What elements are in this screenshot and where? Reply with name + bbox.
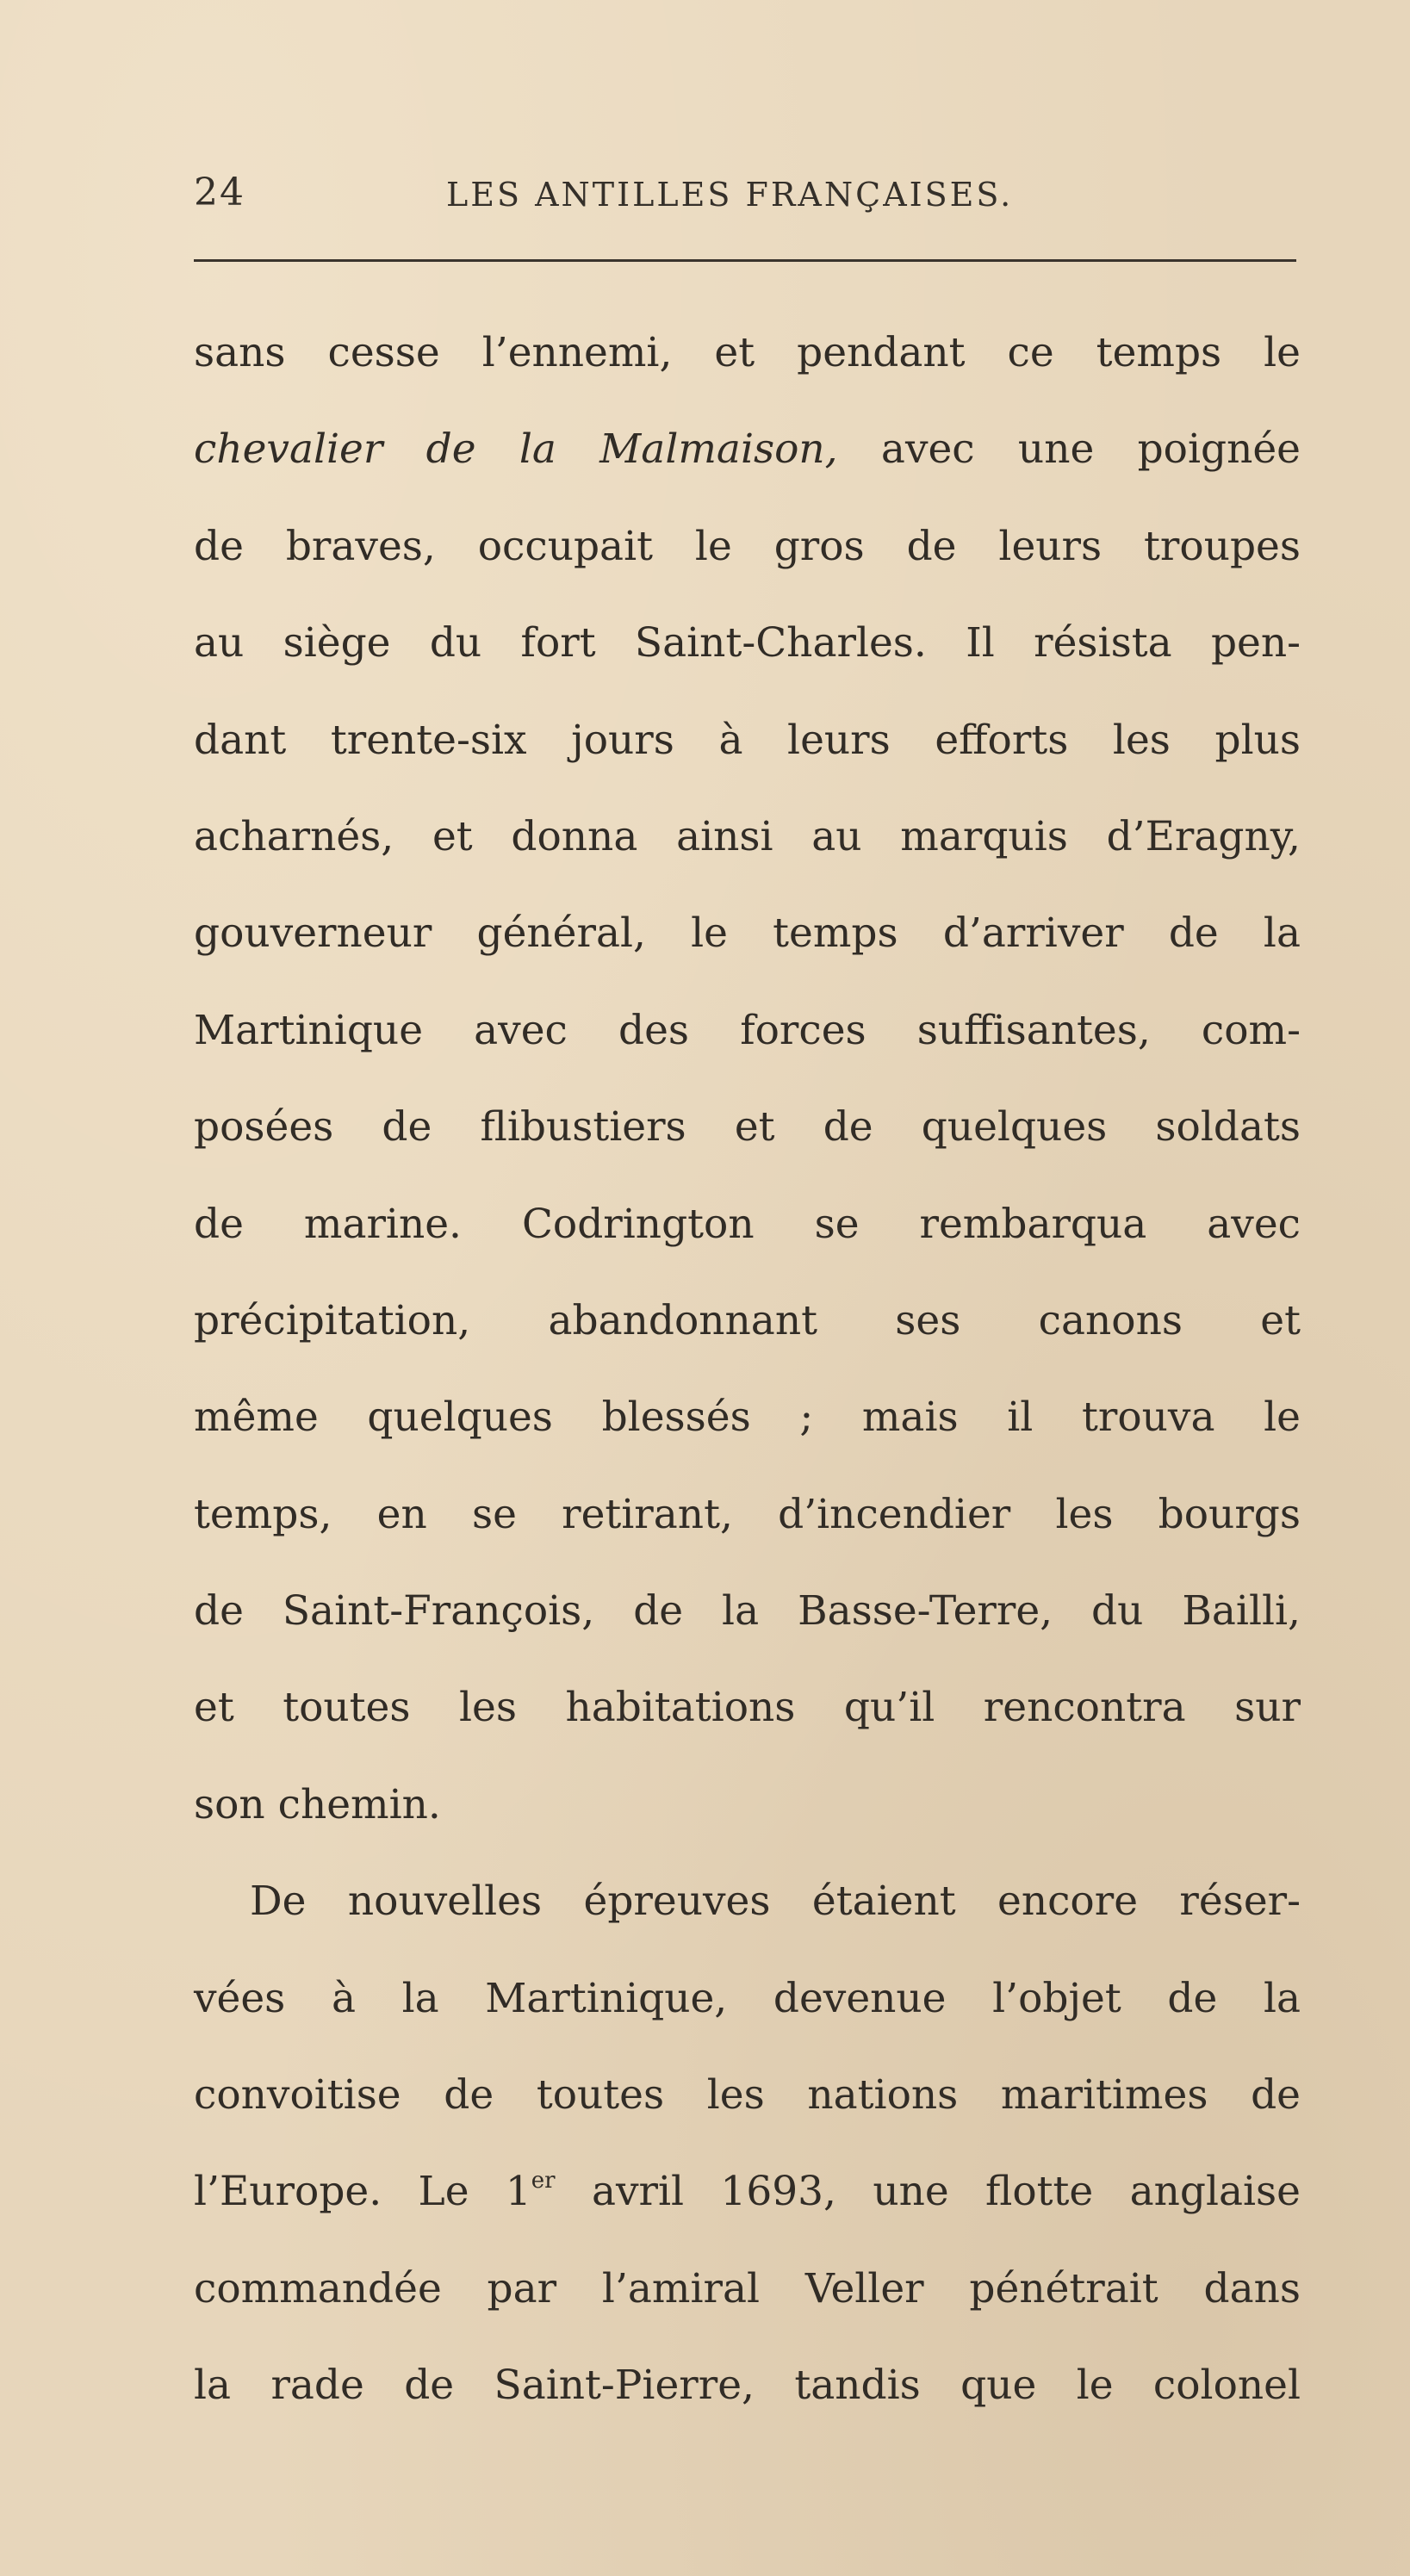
ordinal-superscript: er — [531, 2168, 556, 2194]
text-line: de braves, occupait le gros de leurs troupes — [194, 522, 1301, 570]
text-line: de marine. Codrington se rembarqua avec — [194, 1200, 1301, 1248]
text-line: Martinique avec des forces suffisantes, com- — [194, 1006, 1301, 1054]
text-line: dant trente-six jours à leurs efforts les plus — [194, 716, 1301, 764]
text-fragment: avec une poignée — [880, 425, 1301, 474]
text-line: posées de flibustiers et de quelques soldats — [194, 1103, 1301, 1151]
header-rule — [194, 259, 1296, 262]
body-text — [194, 305, 1301, 2435]
text-line: gouverneur général, le temps d’arriver de la — [194, 909, 1301, 958]
page-number: 24 — [194, 171, 245, 214]
text-line: De nouvelles épreuves étaient encore réser- — [250, 1878, 1301, 1926]
text-line: convoitise de toutes les nations maritimes de — [194, 2071, 1301, 2120]
text-line — [194, 401, 1301, 498]
text-fragment: l’Europe. Le 1 — [194, 2168, 531, 2216]
text-line: son chemin. — [194, 1780, 441, 1828]
running-head — [194, 171, 1296, 222]
italic-name: chevalier de la Malmaison, — [194, 425, 838, 474]
paragraph-1 — [194, 305, 1301, 1853]
text-line: précipitation, abandonnant ses canons et — [194, 1296, 1301, 1344]
text-line: de Saint-François, de la Basse-Terre, du Bailli, — [194, 1587, 1301, 1636]
running-title: LES ANTILLES FRANÇAISES. — [446, 176, 1014, 214]
paragraph-2 — [194, 1853, 1301, 2434]
text-line: acharnés, et donna ainsi au marquis d’Eragny, — [194, 812, 1301, 860]
text-line: la rade de Saint-Pierre, tandis que le colonel — [194, 2362, 1301, 2410]
text-line — [194, 2144, 1301, 2240]
text-line: vées à la Martinique, devenue l’objet de la — [194, 1974, 1301, 2022]
text-line: au siège du fort Saint-Charles. Il résista pen- — [194, 619, 1301, 667]
text-line: même quelques blessés ; mais il trouva le — [194, 1394, 1301, 1442]
text-fragment: avril 1693, une flotte anglaise — [591, 2168, 1301, 2216]
text-line: sans cesse l’ennemi, et pendant ce temps le — [194, 329, 1301, 376]
text-line: temps, en se retirant, d’incendier les bourgs — [194, 1490, 1301, 1538]
text-line: et toutes les habitations qu’il rencontra sur — [194, 1684, 1301, 1732]
text-line: commandée par l’amiral Veller pénétrait dans — [194, 2264, 1301, 2312]
